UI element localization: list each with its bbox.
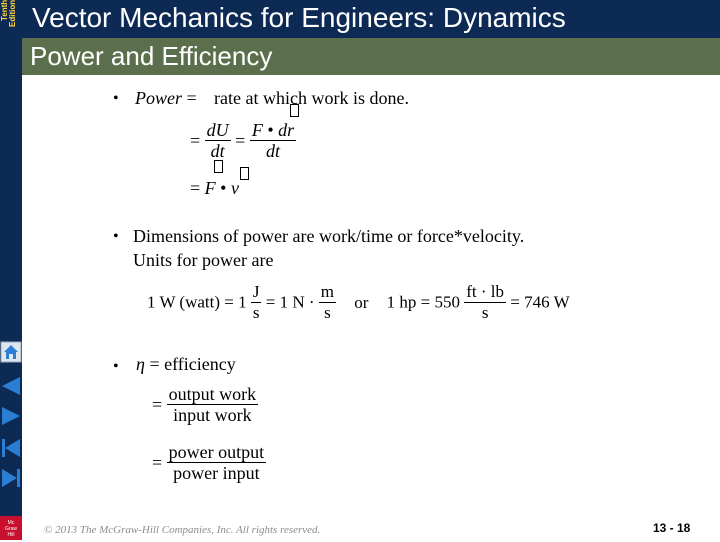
bullet-marker: • [113, 228, 119, 245]
dot-product: • [267, 120, 274, 140]
edition-label [1, 0, 21, 42]
displacement-symbol: dr [278, 120, 295, 140]
svg-text:Graw: Graw [5, 526, 17, 532]
home-icon [0, 340, 22, 364]
bullet-marker: • [113, 90, 119, 107]
course-header [22, 0, 720, 38]
fraction-m-s [319, 282, 336, 323]
next-icon [0, 404, 22, 428]
fraction-denominator: s [481, 303, 489, 322]
fraction-denominator: s [252, 303, 260, 322]
units-equation [147, 282, 570, 323]
fraction-dU-dt [205, 120, 231, 161]
fraction-denominator: power input [173, 463, 260, 483]
fraction-denominator: input work [173, 405, 252, 425]
last-button[interactable] [0, 466, 22, 490]
dimensions-text: Dimensions of power are work/time or force*velocity. [133, 226, 525, 246]
previous-icon [0, 374, 22, 398]
fraction-J-s [251, 282, 262, 323]
units-intro-text: Units for power are [133, 250, 274, 270]
fraction-numerator: ft · lb [466, 282, 505, 301]
newton-term: = 1 N · [265, 292, 315, 312]
last-icon [0, 466, 22, 490]
power-velocity-line: = F • v [190, 178, 239, 198]
efficiency-label: = efficiency [149, 354, 236, 374]
force-symbol: F [251, 120, 263, 140]
force-symbol: F [204, 178, 216, 198]
efficiency-definition [136, 354, 236, 374]
equals-sign: = [152, 394, 163, 415]
copyright-text: © 2013 The McGraw-Hill Companies, Inc. All rights reserved. [44, 524, 321, 536]
velocity-symbol: v [230, 178, 239, 198]
edition-line-1: Tenth [0, 0, 9, 22]
power-definition-text: rate at which work is done. [214, 88, 409, 108]
watt-equivalent: = 746 W [510, 292, 570, 312]
fraction-work [167, 384, 259, 425]
efficiency-power-ratio [152, 442, 266, 483]
fraction-F-dr-dt [250, 120, 296, 161]
fraction-numerator: m [320, 282, 334, 301]
course-title: Vector Mechanics for Engineers: Dynamics [32, 2, 566, 33]
home-button[interactable] [0, 340, 22, 364]
svg-text:Hill: Hill [7, 532, 15, 538]
bullet-marker: • [113, 358, 119, 375]
fraction-power [167, 442, 266, 483]
previous-button[interactable] [0, 374, 22, 398]
first-button[interactable] [0, 436, 22, 460]
fraction-denominator: dt [210, 141, 225, 161]
vector-marker [240, 167, 249, 185]
eta-symbol: η [136, 354, 145, 374]
fraction-numerator: output work [168, 384, 257, 404]
or-word: or [354, 292, 369, 312]
first-icon [0, 436, 22, 460]
publisher-logo [0, 516, 22, 540]
vector-marker [214, 160, 223, 178]
next-button[interactable] [0, 404, 22, 428]
fraction-numerator: dU [206, 120, 229, 140]
edition-line-2: Edition [8, 0, 17, 28]
sidebar [0, 0, 22, 540]
fraction-numerator: J [252, 282, 260, 301]
dot-product: • [220, 178, 227, 198]
fraction-denominator: s [324, 303, 331, 322]
power-equation-line [135, 88, 197, 108]
fraction-numerator: power output [168, 442, 265, 462]
page-number: 13 - 18 [653, 521, 691, 535]
power-symbol: Power [135, 88, 182, 108]
svg-text:Mc: Mc [7, 520, 15, 526]
equals-sign: = [152, 452, 163, 473]
fraction-denominator: dt [265, 141, 280, 161]
efficiency-work-ratio [152, 384, 258, 425]
watt-definition: 1 W (watt) = 1 [147, 292, 247, 312]
horsepower-definition: 1 hp = 550 [386, 292, 461, 312]
slide-title-bar [22, 38, 720, 75]
equals-sign: = [186, 88, 197, 108]
power-derivative-line: = $\frac{dU}{dt}$ = $\frac{F • dr}{dt}$ [190, 120, 295, 161]
slide-title: Power and Efficiency [30, 41, 273, 71]
fraction-ftlb-s [464, 282, 506, 323]
